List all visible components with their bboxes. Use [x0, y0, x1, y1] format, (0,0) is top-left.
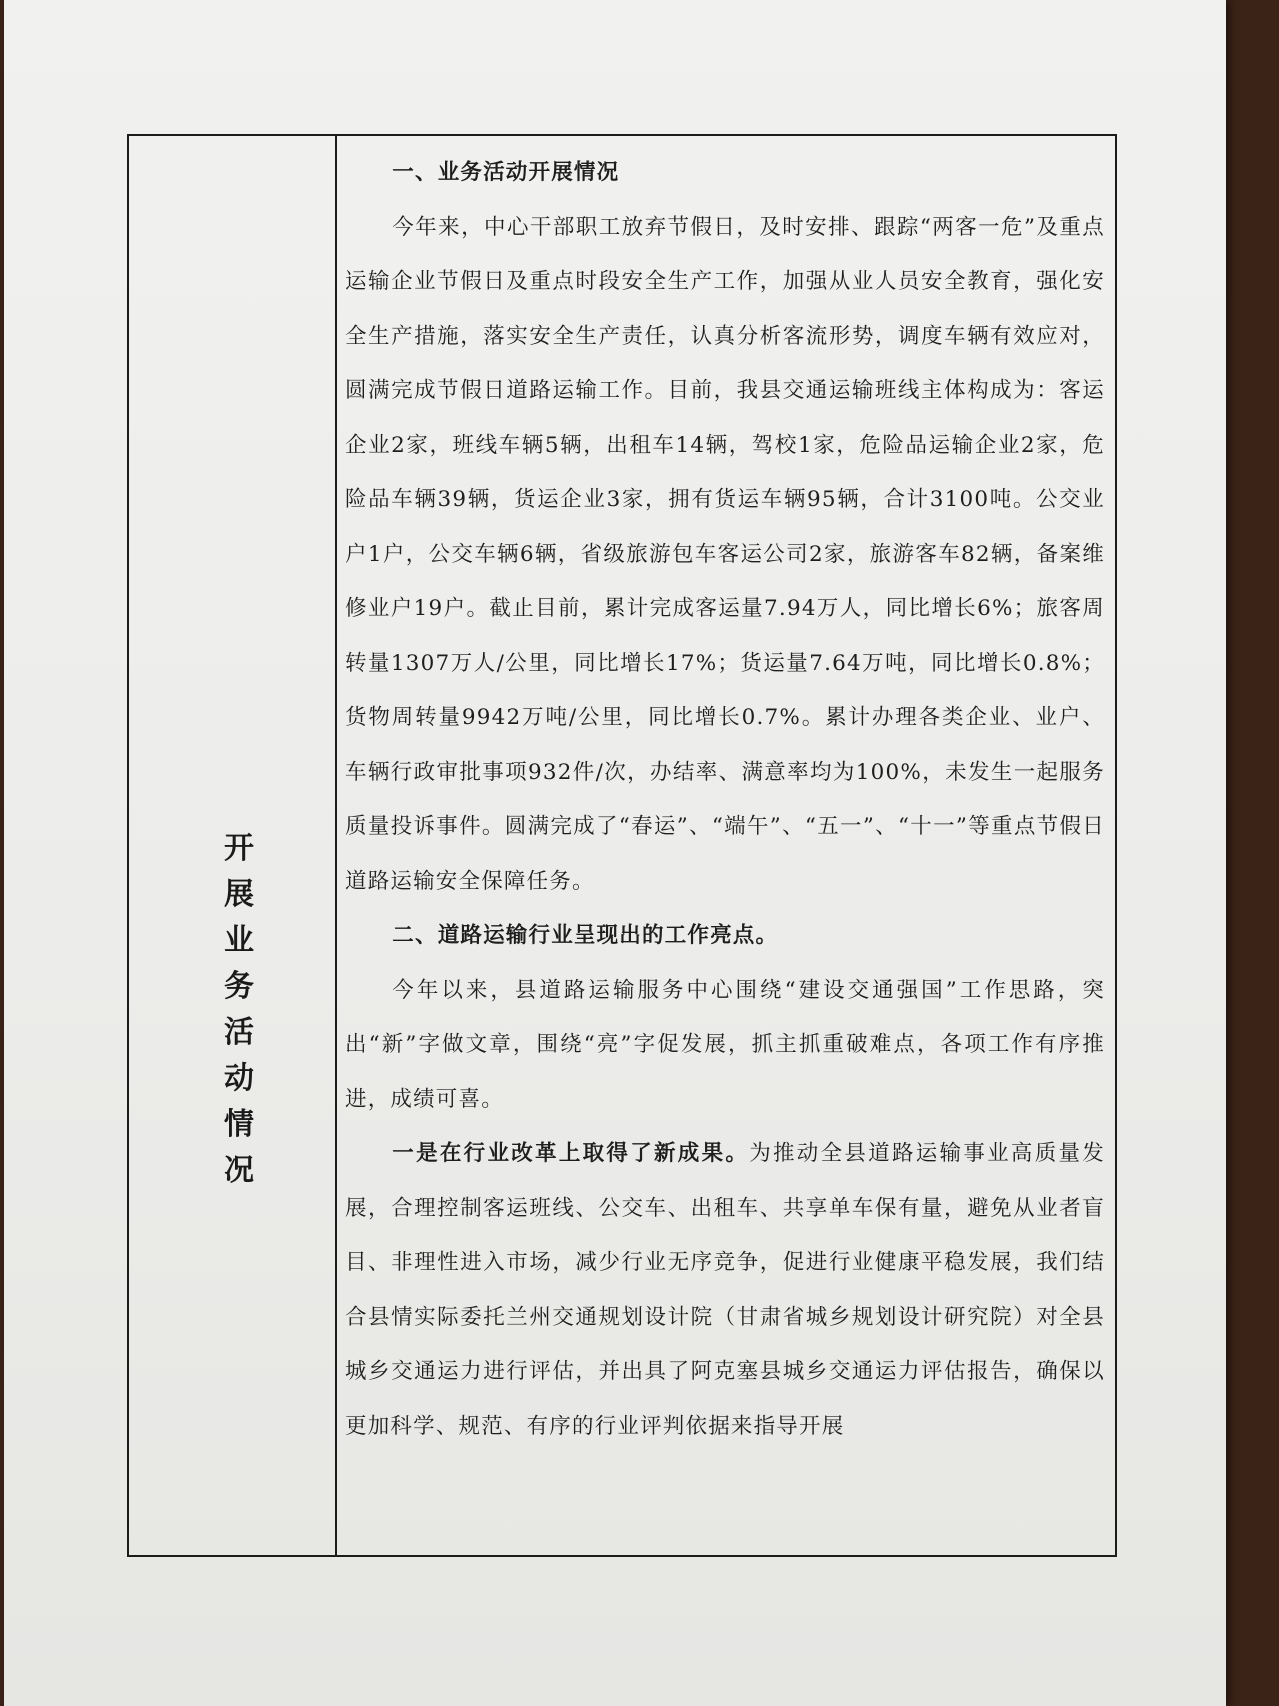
label-char: 业 — [224, 923, 254, 958]
label-char: 情 — [224, 1107, 254, 1142]
label-char: 开 — [224, 831, 254, 866]
paragraph-3-body: 为推动全县道路运输事业高质量发展，合理控制客运班线、公交车、出租车、共享单车保有量，避免从业者盲目、非理性进入市场，减少行业无序竞争，促进行业健康平稳发展，我们结合县情实际委托兰州交通规划设计院（甘肃省城乡规划设计研究院）对全县城乡交通运力进行评估，并出具了阿克塞县城乡交通运力评估报告，确保以更加科学、规范、有序的行业评判依据来指导开展 — [345, 1141, 1105, 1439]
paragraph-3-lead: 一是在行业改革上取得了新成果。 — [392, 1141, 750, 1166]
label-cell — [129, 136, 337, 1555]
label-char: 务 — [224, 969, 254, 1004]
vertical-label — [219, 826, 259, 1194]
section-heading-2: 二、道路运输行业呈现出的工作亮点。 — [392, 923, 779, 948]
paragraph-2: 今年以来，县道路运输服务中心围绕“建设交通强国”工作思路，突出“新”字做文章，围绕“亮”字促发展，抓主抓重破难点，各项工作有序推进，成绩可喜。 — [345, 977, 1105, 1112]
form-table — [127, 134, 1117, 1557]
label-char: 活 — [224, 1015, 254, 1050]
paragraph-3 — [345, 1127, 1105, 1454]
label-char: 况 — [224, 1153, 254, 1188]
section-heading-1: 一、业务活动开展情况 — [392, 160, 620, 185]
paper-sheet — [4, 0, 1226, 1706]
paragraph-1: 今年来，中心干部职工放弃节假日，及时安排、跟踪“两客一危”及重点运输企业节假日及重点时段安全生产工作，加强从业人员安全教育，强化安全生产措施，落实安全生产责任，认真分析客流形势，调度车辆有效应对，圆满完成节假日道路运输工作。目前，我县交通运输班线主体构成为：客运企业2家，班线车辆5辆，出租车14辆，驾校1家，危险品运输企业2家，危险品车辆39辆，货运企业3家，拥有货运车辆95辆，合计3100吨。公交业户1户，公交车辆6辆，省级旅游包车客运公司2家，旅游客车82辆，备案维修业户19户。截止目前，累计完成客运量7.94万人，同比增长6%；旅客周转量1307万人/公里，同比增长17%；货运量7.64万吨，同比增长0.8%；货物周转量9942万吨/公里，同比增长0.7%。累计办理各类企业、业户、车辆行政审批事项932件/次，办结率、满意率均为100%，未发生一起服务质量投诉事件。圆满完成了“春运”、“端午”、“五一”、“十一”等重点节假日道路运输安全保障任务。 — [345, 214, 1105, 894]
label-char: 动 — [224, 1061, 254, 1096]
content-cell — [337, 136, 1115, 1555]
label-char: 展 — [224, 877, 254, 912]
